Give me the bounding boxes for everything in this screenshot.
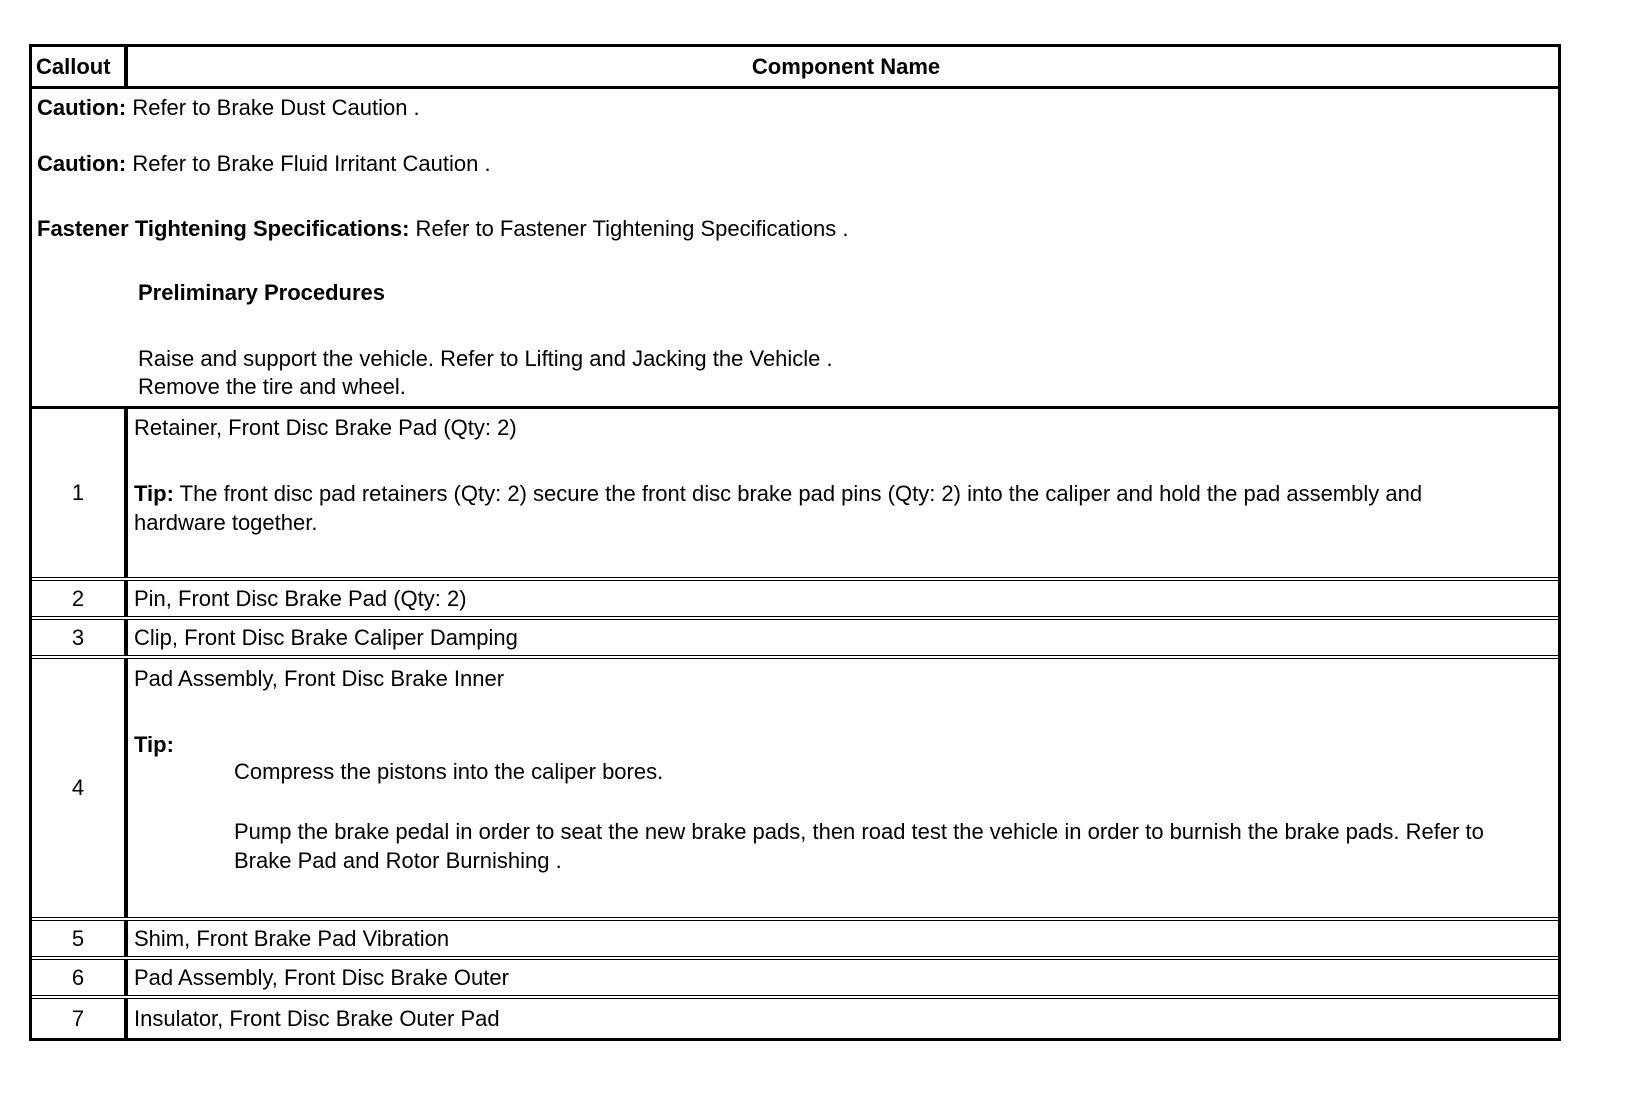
preliminary-section xyxy=(32,89,1558,409)
table-row xyxy=(32,960,1558,999)
procedure-step: Raise and support the vehicle. Refer to Lifting and Jacking the Vehicle . xyxy=(138,346,833,371)
table-row xyxy=(32,581,1558,620)
callout-number: 3 xyxy=(32,620,128,655)
callout-number: 2 xyxy=(32,581,128,616)
component-name: Pin, Front Disc Brake Pad (Qty: 2) xyxy=(134,585,467,611)
caution-text: Refer to Brake Fluid Irritant Caution . xyxy=(126,151,491,176)
header-callout: Callout xyxy=(32,47,128,86)
tip-label: Tip: xyxy=(134,481,174,506)
fastener-label: Fastener Tightening Specifications: xyxy=(37,216,410,241)
callout-number: 4 xyxy=(32,659,128,917)
fastener-specs xyxy=(37,216,848,242)
caution-label: Caution: xyxy=(37,95,127,120)
tip-item: Compress the pistons into the caliper bores. xyxy=(234,759,664,784)
header-component-name: Component Name xyxy=(751,53,941,79)
table-row xyxy=(32,409,1558,581)
caution-brake-fluid xyxy=(37,151,491,177)
caution-text: Refer to Brake Dust Caution . xyxy=(126,95,420,120)
component-name: Insulator, Front Disc Brake Outer Pad xyxy=(134,1005,500,1031)
table-row xyxy=(32,999,1558,1038)
callout-number: 1 xyxy=(32,409,128,577)
table-row xyxy=(32,921,1558,960)
tip-label: Tip: xyxy=(134,732,174,757)
component-name: Pad Assembly, Front Disc Brake Inner xyxy=(134,666,505,691)
procedure-step: Remove the tire and wheel. xyxy=(138,374,406,399)
callout-number: 6 xyxy=(32,960,128,995)
tip-text: The front disc pad retainers (Qty: 2) secure the front disc brake pad pins (Qty: 2) into the caliper and hold the pad assembly and hardware together. xyxy=(134,481,1423,535)
component-name: Clip, Front Disc Brake Caliper Damping xyxy=(134,624,518,650)
caution-label: Caution: xyxy=(37,151,127,176)
fastener-text: Refer to Fastener Tightening Specifications . xyxy=(409,216,849,241)
table-row xyxy=(32,620,1558,659)
caution-brake-dust xyxy=(37,95,420,121)
callout-number: 5 xyxy=(32,921,128,956)
component-name: Retainer, Front Disc Brake Pad (Qty: 2) xyxy=(134,415,517,440)
preliminary-procedures-title: Preliminary Procedures xyxy=(138,280,386,305)
callout-number: 7 xyxy=(32,999,128,1038)
table-header-row xyxy=(32,47,1558,89)
tip-item: Pump the brake pedal in order to seat the new brake pads, then road test the vehicle in order to burnish the brake pads. Refer to Brake Pad and Rotor Burnishing . xyxy=(234,819,1484,873)
component-name: Shim, Front Brake Pad Vibration xyxy=(134,925,450,951)
component-tip xyxy=(134,479,1518,537)
component-table xyxy=(29,44,1561,1041)
table-row xyxy=(32,659,1558,921)
component-name: Pad Assembly, Front Disc Brake Outer xyxy=(134,964,509,990)
